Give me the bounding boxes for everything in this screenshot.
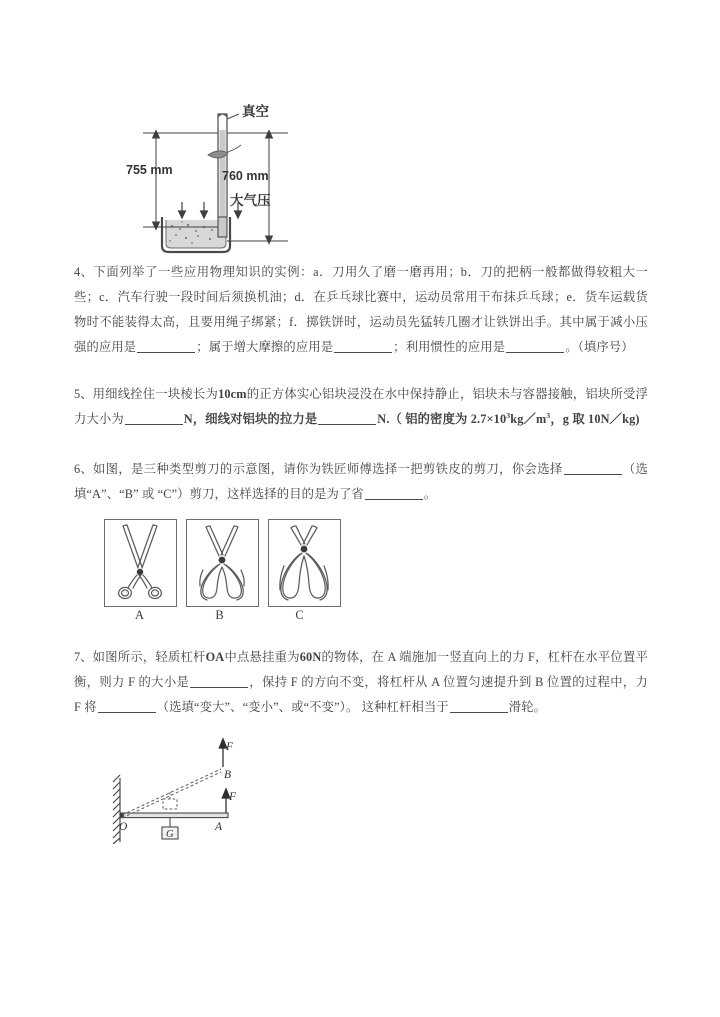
question-5-line2-part1: 受浮力大小为	[74, 387, 648, 426]
figure-three-scissors	[104, 519, 354, 623]
question-6	[74, 457, 648, 507]
question-5-density-unit: kg／m	[510, 412, 547, 426]
question-7	[74, 645, 648, 720]
question-4-number: 4、	[74, 265, 94, 279]
figure-lever	[100, 734, 340, 844]
answer-blank-q4-1[interactable]	[137, 339, 195, 353]
question-7-lever-name: OA	[205, 650, 225, 664]
question-7-line2-part1: 置平衡，则力 F 的大小是	[74, 650, 648, 689]
lever-label-b: B	[224, 769, 232, 781]
question-5-line3: 10N／kg)	[588, 412, 640, 426]
answer-blank-q6-2[interactable]	[365, 486, 423, 500]
lever-label-force-bottom: F	[229, 791, 237, 803]
scissors-labels	[104, 608, 354, 623]
content-column	[74, 100, 648, 844]
answer-blank-q7-3[interactable]	[450, 699, 508, 713]
question-5-density-value: 2.7×10	[470, 412, 507, 426]
answer-blank-q6-1[interactable]	[564, 461, 622, 475]
answer-blank-q7-1[interactable]	[190, 674, 248, 688]
question-6-number: 6、	[74, 462, 93, 476]
answer-blank-q4-3[interactable]	[506, 339, 564, 353]
barometer-label-right-height: 760 mm	[222, 169, 269, 183]
question-4-line5: 号）	[608, 340, 634, 354]
lever-label-weight: G	[166, 829, 174, 840]
question-7-line3-part1: 力 F 将	[74, 675, 648, 714]
question-5-line1-part2: 的正方体实心铝块浸没在水中保持静止，铝块未与容器接触，铝块所	[246, 387, 623, 401]
scissors-row	[104, 519, 354, 607]
answer-blank-q4-2[interactable]	[334, 339, 392, 353]
question-7-line1-part2: 中点悬挂重为	[224, 650, 300, 664]
question-4-line4-part2: ；属于增大摩擦的应用是	[196, 340, 334, 354]
question-7-line1-part3: 的物体，在 A 端施加一竖直向上的力 F，杠杆在水平位	[321, 650, 623, 664]
barometer-label-vacuum: 真空	[242, 104, 269, 119]
question-4-line1: 下面列举了一些应用物理知识的实例：a．刀用久了磨一磨再用；b．刀的把柄一般都做得较粗大一	[93, 265, 648, 279]
scissors-label-c: C	[295, 608, 304, 622]
question-7-line2-part2: ，保持 F 的方向不变，将杠杆从 A 位置匀速提升到 B 位置的过程中，	[249, 675, 636, 689]
question-5-number: 5、	[74, 387, 93, 401]
question-5-line2-part2: N，细线对铝块的拉力是	[183, 412, 318, 426]
figure-mercury-barometer	[126, 100, 426, 260]
lever-label-pivot: O	[119, 821, 128, 833]
scissors-box-a	[104, 519, 177, 607]
answer-blank-q5-1[interactable]	[125, 411, 183, 425]
question-5-density-exp: 3	[506, 410, 511, 420]
question-6-line2-part2: 。	[423, 487, 437, 501]
lever-label-end: A	[215, 821, 223, 833]
question-5-density-unit-exp: 3	[546, 410, 551, 420]
question-4	[74, 260, 648, 360]
question-6-line1-part1: 如图，是三种类型剪刀的示意图，请你为铁匠师傅选择一把剪铁皮的剪刀，你会选择	[92, 462, 563, 476]
question-4-line4-part4: 。（填序	[565, 340, 609, 354]
question-6-line2-part1: “A”、“B” 或 “C”）剪刀，这样选择的目的是为了省	[86, 487, 364, 501]
question-4-line2: 些；c．汽车行驶一段时间后须换机油；d．在乒乓球比赛中，运动员常用干布抹乒乓球；e．货车运载	[74, 290, 636, 304]
barometer-label-atmospheric: 大气压	[230, 193, 271, 208]
question-5	[74, 382, 648, 432]
answer-blank-q5-2[interactable]	[318, 411, 376, 425]
scissors-label-b: B	[215, 608, 224, 622]
question-5-line1-part1: 用细线拴住一块棱长为	[92, 387, 219, 401]
question-7-line3-part3: 滑轮。	[508, 700, 547, 714]
question-5-line2-part3: N.（ 铝的密度为	[377, 412, 468, 426]
question-6-line1-part2: （选填	[74, 462, 648, 501]
question-5-line2-part4: ，g 取	[550, 412, 585, 426]
question-7-weight-value: 60N	[299, 650, 322, 664]
answer-blank-q7-2[interactable]	[98, 699, 156, 713]
question-5-edge-length: 10cm	[218, 387, 247, 401]
question-7-number: 7、	[74, 650, 93, 664]
lever-label-force-top: F	[226, 741, 234, 753]
question-7-line1-part1: 如图所示，轻质杠杆	[92, 650, 206, 664]
question-4-line4-part3: ；利用惯性的应用是	[393, 340, 506, 354]
scissors-box-c	[268, 519, 341, 607]
question-4-line4-part1: 小压强的应用是	[74, 315, 648, 354]
scissors-box-b	[186, 519, 259, 607]
barometer-label-left-height: 755 mm	[126, 163, 173, 177]
question-7-line3-part2: （选填“变大”、“变小”、或“不变”）。 这种杠杆相当于	[156, 700, 449, 714]
scissors-label-a: A	[134, 608, 145, 622]
question-4-line3: 货物时不能装得太高，且要用绳子绑紧；f．掷铁饼时，运动员先猛转几圈才让铁饼出手。其中属于减	[74, 290, 648, 329]
